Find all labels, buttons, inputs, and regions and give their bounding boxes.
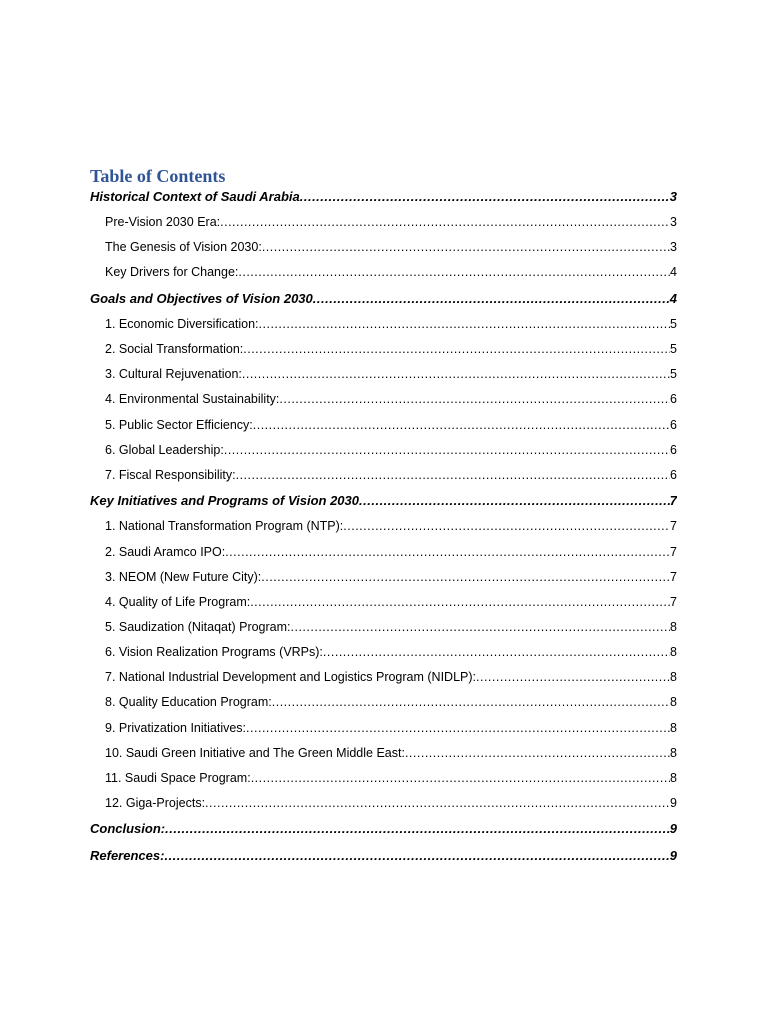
toc-entry-title: Key Drivers for Change: <box>105 265 239 280</box>
toc-dot-leader <box>405 746 670 760</box>
toc-subsection-entry[interactable] <box>90 311 677 336</box>
toc-entry-title: 12. Giga-Projects: <box>105 796 206 811</box>
toc-page-number: 8 <box>670 620 677 635</box>
toc-entry-title: 5. Saudization (Nitaqat) Program: <box>105 620 291 635</box>
toc-dot-leader <box>291 620 671 634</box>
toc-dot-leader <box>476 670 670 684</box>
toc-dot-leader <box>251 771 670 785</box>
toc-dot-leader <box>238 265 670 279</box>
toc-subsection-entry[interactable] <box>90 564 677 589</box>
toc-dot-leader <box>236 468 670 482</box>
toc-entry-title: 11. Saudi Space Program: <box>105 770 251 785</box>
toc-page-number: 7 <box>670 519 677 534</box>
toc-subsection-entry[interactable] <box>90 740 677 765</box>
toc-dot-leader <box>262 240 670 254</box>
toc-entry-title: 3. Cultural Rejuvenation: <box>105 367 242 382</box>
toc-entry-title: 7. National Industrial Development and Logistics Program (NIDLP): <box>105 670 477 685</box>
toc-page-number: 8 <box>670 645 677 660</box>
toc-dot-leader <box>246 721 670 735</box>
toc-page-number: 5 <box>670 342 677 357</box>
toc-subsection-entry[interactable] <box>90 539 677 564</box>
toc-page-number: 7 <box>670 544 677 559</box>
toc-subsection-entry[interactable] <box>90 412 677 437</box>
toc-subsection-entry[interactable] <box>90 665 677 690</box>
toc-page-number: 6 <box>670 392 677 407</box>
toc-page-number: 3 <box>670 215 677 230</box>
toc-page-number: 9 <box>669 821 677 837</box>
toc-section-entry[interactable] <box>90 816 677 843</box>
toc-dot-leader <box>259 317 671 331</box>
toc-dot-leader <box>359 493 670 508</box>
toc-page-number: 6 <box>670 467 677 482</box>
toc-dot-leader <box>225 545 670 559</box>
toc-section-entry[interactable] <box>90 842 677 869</box>
toc-page-number: 5 <box>670 367 677 382</box>
toc-entry-title: 4. Environmental Sustainability: <box>105 392 280 407</box>
toc-entry-title: The Genesis of Vision 2030: <box>105 240 262 255</box>
toc-dot-leader <box>343 519 670 533</box>
toc-entry-title: 8. Quality Education Program: <box>105 695 272 710</box>
toc-section-entry[interactable] <box>90 183 677 210</box>
toc-subsection-entry[interactable] <box>90 437 677 462</box>
toc-entry-title: 2. Saudi Aramco IPO: <box>105 544 226 559</box>
toc-dot-leader <box>220 215 670 229</box>
toc-page-number: 3 <box>669 188 677 204</box>
toc-subsection-entry[interactable] <box>90 260 677 285</box>
toc-dot-leader <box>323 645 670 659</box>
toc-entry-title: References: <box>90 847 165 863</box>
toc-page-number: 9 <box>670 796 677 811</box>
toc-subsection-entry[interactable] <box>90 589 677 614</box>
toc-entry-title: 10. Saudi Green Initiative and The Green Middle East: <box>105 745 405 760</box>
toc-entry-title: Conclusion: <box>90 821 166 837</box>
toc-dot-leader <box>279 392 670 406</box>
toc-entry-title: 7. Fiscal Responsibility: <box>105 467 236 482</box>
toc-page-number: 7 <box>670 594 677 609</box>
toc-page-number: 4 <box>670 265 677 280</box>
toc-dot-leader <box>261 570 670 584</box>
toc-page-number: 7 <box>669 493 677 509</box>
toc-dot-leader <box>243 342 670 356</box>
toc-entry-title: 2. Social Transformation: <box>105 342 244 357</box>
toc-subsection-entry[interactable] <box>90 614 677 639</box>
toc-subsection-entry[interactable] <box>90 690 677 715</box>
toc-entry-title: 6. Vision Realization Programs (VRPs): <box>105 645 323 660</box>
toc-page-number: 5 <box>670 316 677 331</box>
toc-subsection-entry[interactable] <box>90 462 677 487</box>
toc-dot-leader <box>253 418 670 432</box>
toc-page-number: 8 <box>670 670 677 685</box>
toc-page-number: 8 <box>670 720 677 735</box>
toc-subsection-entry[interactable] <box>90 790 677 815</box>
toc-subsection-entry[interactable] <box>90 514 677 539</box>
toc-page-number: 3 <box>670 240 677 255</box>
toc-dot-leader <box>224 443 670 457</box>
toc-entry-title: 1. National Transformation Program (NTP): <box>105 519 344 534</box>
toc-section-entry[interactable] <box>90 487 677 514</box>
toc-entry-title: 3. NEOM (New Future City): <box>105 569 262 584</box>
toc-page-number: 8 <box>670 695 677 710</box>
toc-entry-title: 9. Privatization Initiatives: <box>105 720 247 735</box>
toc-entry-title: 5. Public Sector Efficiency: <box>105 417 253 432</box>
toc-page-number: 8 <box>670 745 677 760</box>
toc-entry-title: Goals and Objectives of Vision 2030 <box>90 290 313 306</box>
toc-dot-leader <box>250 595 670 609</box>
toc-dot-leader <box>300 189 670 204</box>
toc-subsection-entry[interactable] <box>90 640 677 665</box>
toc-dot-leader <box>242 367 670 381</box>
toc-subsection-entry[interactable] <box>90 765 677 790</box>
toc-dot-leader <box>313 291 670 306</box>
toc-dot-leader <box>164 848 669 863</box>
toc-subsection-entry[interactable] <box>90 235 677 260</box>
toc-dot-leader <box>165 821 670 836</box>
toc-subsection-entry[interactable] <box>90 337 677 362</box>
toc-page-number: 9 <box>669 847 677 863</box>
toc-dot-leader <box>272 695 670 709</box>
toc-subsection-entry[interactable] <box>90 715 677 740</box>
toc-entry-title: Historical Context of Saudi Arabia <box>90 188 300 204</box>
toc-page-number: 6 <box>670 442 677 457</box>
toc-subsection-entry[interactable] <box>90 387 677 412</box>
toc-entry-title: 4. Quality of Life Program: <box>105 594 251 609</box>
toc-subsection-entry[interactable] <box>90 362 677 387</box>
toc-dot-leader <box>205 796 670 810</box>
toc-entry-title: Pre-Vision 2030 Era: <box>105 215 221 230</box>
toc-page-number: 4 <box>669 290 677 306</box>
toc-page-number: 8 <box>670 770 677 785</box>
toc-entry-title: 6. Global Leadership: <box>105 442 224 457</box>
toc-page-number: 6 <box>670 417 677 432</box>
toc-subsection-entry[interactable] <box>90 210 677 235</box>
toc-heading: Table of Contents <box>90 166 226 187</box>
toc-entry-title: Key Initiatives and Programs of Vision 2030 <box>90 493 360 509</box>
toc-entry-title: 1. Economic Diversification: <box>105 316 259 331</box>
table-of-contents <box>90 183 677 869</box>
toc-section-entry[interactable] <box>90 285 677 312</box>
toc-page-number: 7 <box>670 569 677 584</box>
